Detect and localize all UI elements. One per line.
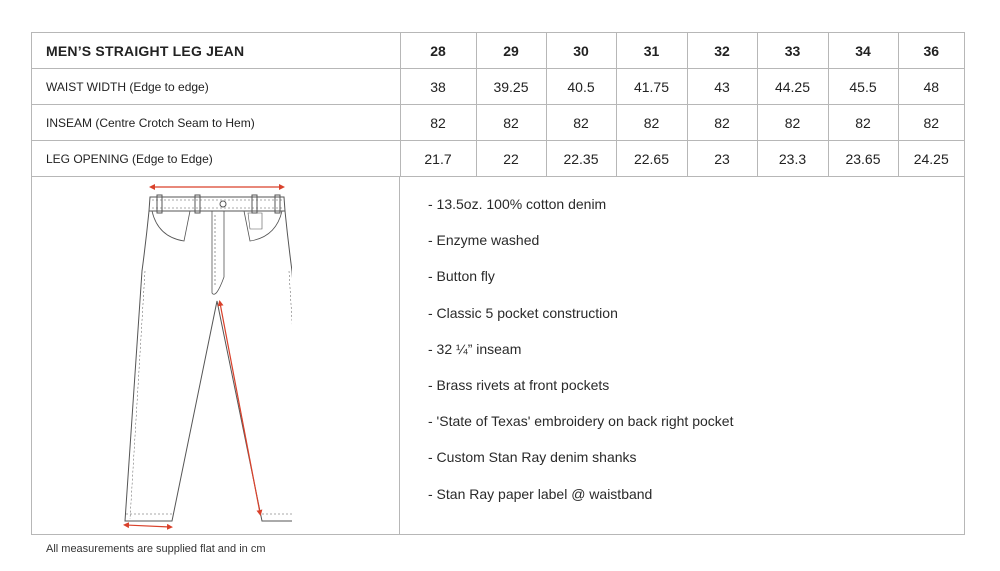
- table-cell: 41.75: [616, 69, 687, 105]
- list-item: - Custom Stan Ray denim shanks: [428, 449, 637, 466]
- size-header: 32: [687, 33, 757, 69]
- measurement-arrows: [126, 187, 282, 527]
- row-label: LEG OPENING (Edge to Edge): [32, 141, 400, 177]
- panel-divider: [399, 177, 400, 534]
- size-table: [32, 33, 964, 177]
- list-item: - Stan Ray paper label @ waistband: [428, 485, 653, 502]
- list-item: - Enzyme washed: [428, 232, 540, 249]
- feature-list: [428, 195, 733, 521]
- jeans-flat-sketch: [112, 181, 292, 531]
- table-cell: 24.25: [898, 141, 964, 177]
- size-header: 33: [757, 33, 828, 69]
- table-cell: 82: [757, 105, 828, 141]
- table-cell: 38: [400, 69, 476, 105]
- table-row-waist: [32, 69, 964, 105]
- size-header: 36: [898, 33, 964, 69]
- list-item: - 32 ¼” inseam: [428, 340, 522, 357]
- size-header: 31: [616, 33, 687, 69]
- table-cell: 82: [687, 105, 757, 141]
- leg-opening-arrow: [126, 525, 170, 527]
- table-cell: 82: [616, 105, 687, 141]
- list-item: - Brass rivets at front pockets: [428, 376, 610, 393]
- table-cell: 21.7: [400, 141, 476, 177]
- size-header: 29: [476, 33, 546, 69]
- table-cell: 23.65: [828, 141, 898, 177]
- table-cell: 23.3: [757, 141, 828, 177]
- table-title: MEN’S STRAIGHT LEG JEAN: [32, 33, 400, 69]
- table-cell: 39.25: [476, 69, 546, 105]
- table-cell: 22: [476, 141, 546, 177]
- table-cell: 44.25: [757, 69, 828, 105]
- footnote: All measurements are supplied flat and in cm: [46, 543, 266, 555]
- size-header: 28: [400, 33, 476, 69]
- size-chart-sheet: [31, 32, 965, 535]
- inseam-arrow: [220, 303, 260, 513]
- table-cell: 40.5: [546, 69, 616, 105]
- table-cell: 22.65: [616, 141, 687, 177]
- list-item: - 13.5oz. 100% cotton denim: [428, 196, 607, 212]
- table-row-leg-opening: [32, 141, 964, 177]
- table-row-inseam: [32, 105, 964, 141]
- table-cell: 45.5: [828, 69, 898, 105]
- table-cell: 48: [898, 69, 964, 105]
- product-details-panel: [32, 177, 964, 534]
- row-label: WAIST WIDTH (Edge to edge): [32, 69, 400, 105]
- size-header: 30: [546, 33, 616, 69]
- table-cell: 82: [400, 105, 476, 141]
- table-cell: 82: [546, 105, 616, 141]
- list-item: - 'State of Texas' embroidery on back right pocket: [428, 413, 734, 430]
- table-cell: 82: [828, 105, 898, 141]
- list-item: - Button fly: [428, 268, 495, 285]
- table-cell: 82: [898, 105, 964, 141]
- row-label: INSEAM (Centre Crotch Seam to Hem): [32, 105, 400, 141]
- table-cell: 43: [687, 69, 757, 105]
- size-header-row: [32, 33, 964, 69]
- jeans-outline: [125, 195, 292, 521]
- table-cell: 22.35: [546, 141, 616, 177]
- size-header: 34: [828, 33, 898, 69]
- table-cell: 82: [476, 105, 546, 141]
- table-cell: 23: [687, 141, 757, 177]
- list-item: - Classic 5 pocket construction: [428, 304, 618, 321]
